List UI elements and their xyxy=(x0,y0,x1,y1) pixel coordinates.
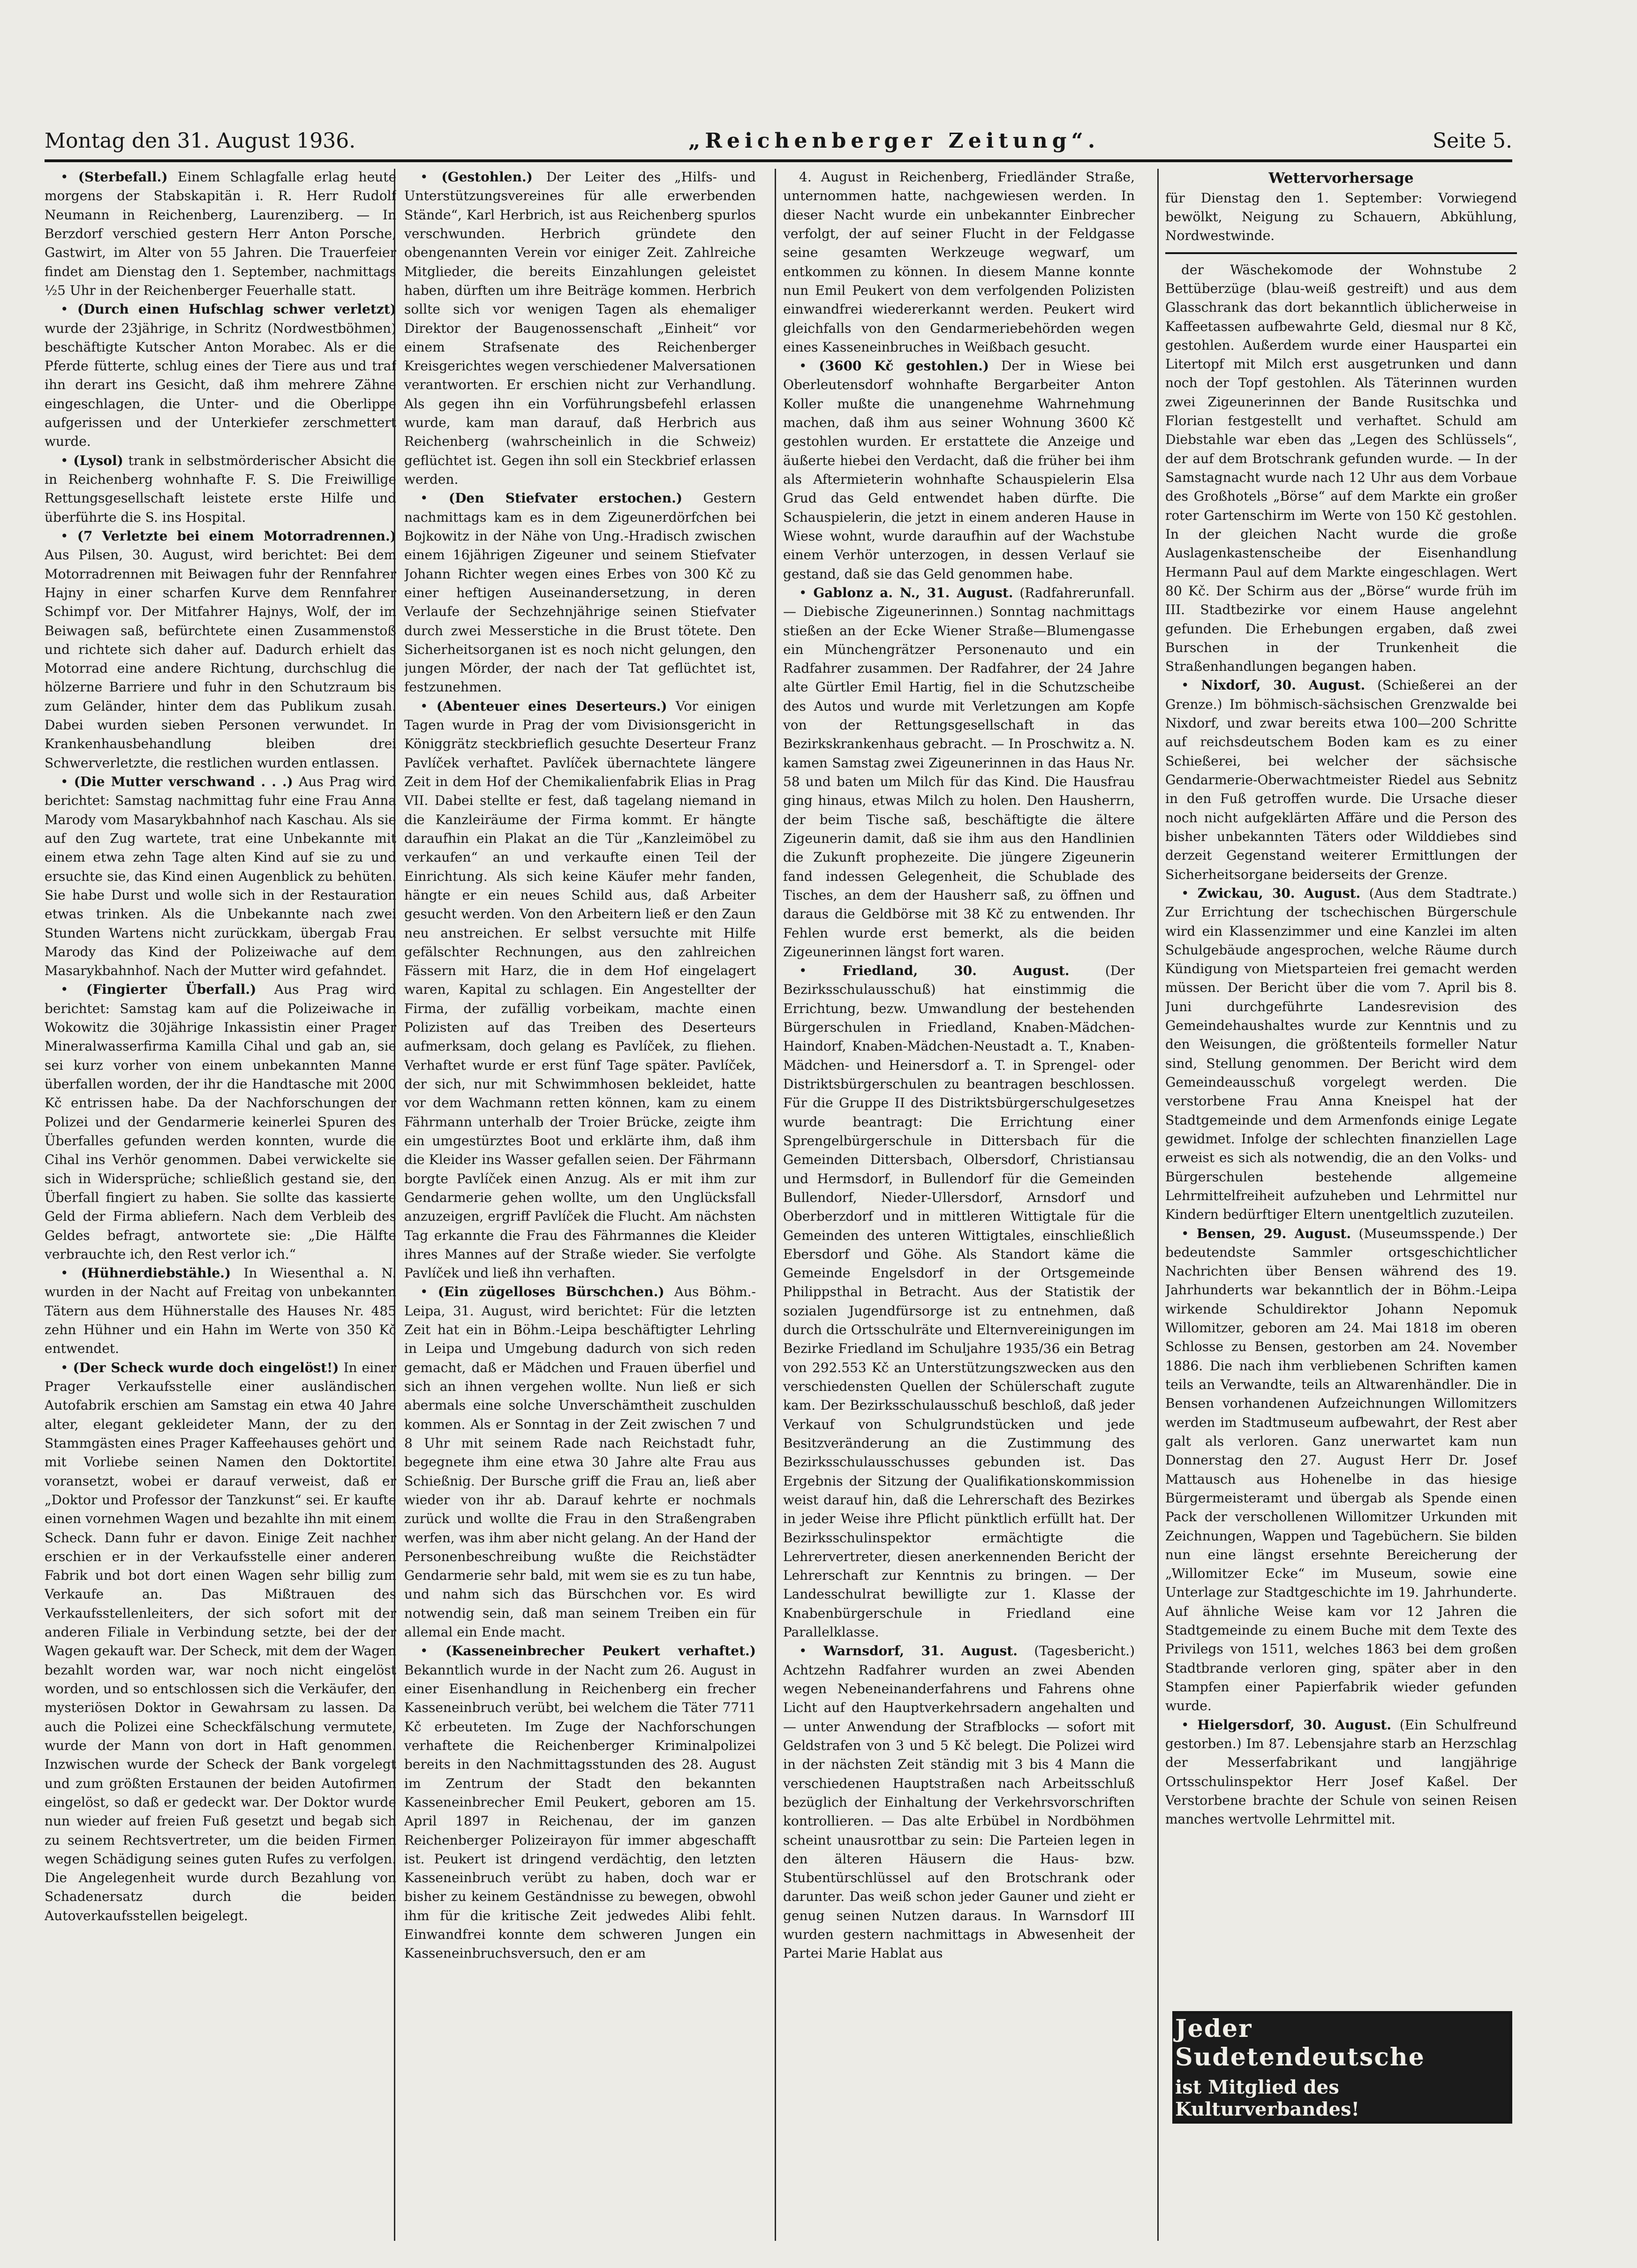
news-article: • (Ein zügelloses Bürschchen.) Aus Böhm.-Leipa, 31. August, wird berichtet: Für die letzten Zeit hat ein in Böhm.-Leipa beschäftigter Lehrling in Leipa und Umgebung dadurch von sich reden gemacht, daß er Mädchen und Frauen überfiel und sich an ihnen vergehen wollte. Nun ließ er sich abermals eine solche Unverschämtheit zuschulden kommen. Als er Sonntag in der Zeit zwischen 7 und 8 Uhr mit seinem Rade nach Reichstadt fuhr, begegnete ihm eine etwa 30 Jahre alte Frau aus Schießnig. Der Bursche griff die Frau an, ließ aber wieder von ihr ab. Darauf kehrte er nochmals zurück und wollte die Frau in den Straßengraben werfen, was ihm aber nicht gelang. An der Hand der Personenbeschreibung wußte die Reichstädter Gendarmerie sehr bald, mit wem sie es zu tun habe, und nahm sich das Bürschchen vor. Es wird notwendig sein, daß man seinem Treiben ein für allemal ein Ende macht. xyxy=(404,1284,756,1640)
article-body: Aus Prag wird berichtet: Samstag kam auf die Polizeiwache in Wokowitz die 30jährige Inkassistin einer Prager Mineralwasserfirma Kamilla Cihal und gab an, sie sei kurz vorher von einem unbekannten Manne überfallen worden, der ihr die Handtasche mit 2000 Kč entrissen habe. Da der Nachforschungen der Polizei und der Gendarmerie keinerlei Spuren des Überfalles gefunden werden konnten, wurde die Cihal ins Verhör genommen. Dabei verwickelte sie sich in Widersprüche; schließlich gestand sie, den Überfall fingiert zu haben. Sie sollte das kassierte Geld der Firma abliefern. Nach dem Verbleib des Geldes befragt, antwortete sie: „Die Hälfte verbrauchte ich, den Rest verlor ich.“ xyxy=(45,982,396,1262)
article-body: (Tagesbericht.) Achtzehn Radfahrer wurden an zwei Abenden wegen Nebeneinanderfahrens und Fahrens ohne Licht auf den Hauptverkehrsadern angehalten und — unter Anwendung der Strafblocks — sofort mit Geldstrafen von 3 und 5 Kč belegt. Die Polizei wird in der nächsten Zeit ständig mit 3 bis 4 Mann die verschiedenen Hauptstraßen nach Arbeitsschluß bezüglich der Einhaltung der Verkehrsvorschriften kontrollieren. — Das alte Erbübel in Nordböhmen scheint unausrottbar zu sein: Die Parteien legen in den älteren Häusern die Haus- bzw. Stubentürschlüssel auf den Brotschrank oder darunter. Das weiß schon jeder Gauner und zieht er genug seinen Nutzen daraus. In Warnsdorf III wurden gestern nachmittags in Abwesenheit der Partei Marie Hablat aus xyxy=(783,1643,1135,1961)
article-body: Aus Pilsen, 30. August, wird berichtet: Bei dem Motorradrennen mit Beiwagen fuhr der Rennfahrer Hajny in einer scharfen Kurve dem Rennfahrer Schimpf vor. Der Mitfahrer Hajnys, Wolf, der im Beiwagen saß, befürchtete einen Zusammenstoß und richtete sich daher auf. Dadurch erhielt das Motorrad eine andere Richtung, durchschlug die hölzerne Barriere und fuhr in den Schutzraum bis zum Geländer, hinter dem das Publikum zusah. Dabei wurden sieben Personen verwundet. In Krankenhausbehandlung bleiben drei Schwerverletzte, die restlichen wurden entlassen. xyxy=(45,547,396,771)
article-headline: Nixdorf, 30. August. xyxy=(1201,677,1365,693)
article-headline: Bensen, 29. August. xyxy=(1196,1225,1351,1241)
article-headline: (Den Stiefvater erstochen.) xyxy=(448,490,683,506)
article-headline: Zwickau, 30. August. xyxy=(1197,885,1361,901)
text-column-3 xyxy=(783,168,1135,2240)
article-body: (Aus dem Stadtrate.) Zur Errichtung der tschechischen Bürgerschule wird ein Klassenzimmer und eine Kanzlei im alten Schulgebäude angesprochen, welche Räume durch Kündigung von Mietsparteien frei gemacht werden müssen. Der Bericht über die vom 7. April bis 8. Juni durchgeführte Landesrevision des Gemeindehaushaltes wurde zur Kenntnis und zu den Weisungen, die größtenteils formeller Natur sind, Stellung genommen. Der Bericht wird dem Gemeindeausschuß vorgelegt werden. Die verstorbene Frau Anna Kneispel hat der Stadtgemeinde und dem Armenfonds einige Legate gewidmet. Infolge der schlechten finanziellen Lage erweist es sich als notwendig, die an den Volks- und Bürgerschulen bestehende allgemeine Lehrmittelfreiheit aufzuheben und Lehrmittel nur Kindern bedürftiger Eltern unentgeltlich zuzuteilen. xyxy=(1165,885,1517,1223)
news-article: • Warnsdorf, 31. August. (Tagesbericht.) Achtzehn Radfahrer wurden an zwei Abenden wegen Nebeneinanderfahrens und Fahrens ohne Licht auf den Hauptverkehrsadern angehalten und — unter Anwendung der Strafblocks — sofort mit Geldstrafen von 3 und 5 Kč belegt. Die Polizei wird in der nächsten Zeit ständig mit 3 bis 4 Mann die verschiedenen Hauptstraßen nach Arbeitsschluß bezüglich der Einhaltung der Verkehrsvorschriften kontrollieren. — Das alte Erbübel in Nordböhmen scheint unausrottbar zu sein: Die Parteien legen in den älteren Häusern die Haus- bzw. Stubentürschlüssel auf den Brotschrank oder darunter. Das weiß schon jeder Gauner und zieht er genug seinen Nutzen daraus. In Warnsdorf III wurden gestern nachmittags in Abwesenheit der Partei Marie Hablat aus xyxy=(783,1643,1135,1961)
advertisement-line-1: Jeder Sudetendeutsche xyxy=(1175,2014,1425,2072)
article-headline: (Der Scheck wurde doch eingelöst!) xyxy=(73,1359,339,1375)
article-body: der Wäschekomode der Wohnstube 2 Bettüberzüge (blau-weiß gestreift) und aus dem Glasschrank das dort bekanntlich üblicherweise in Kaffeetassen aufbewahrte Geld, diesmal nur 8 Kč, gestohlen. Außerdem wurde einer Hauspartei ein Litertopf mit Milch erst ausgetrunken und dann noch der Topf gestohlen. Als Täterinnen wurden zwei Zigeunerinnen der Bande Rusitschka und Florian festgestellt und verhaftet. Schuld am Diebstahle war eben das „Legen des Schlüssels“, der auf dem Brotschrank gefunden wurde. — In der Samstagnacht wurde nach 12 Uhr aus dem Vorbaue des Großhotels „Börse“ auf dem Markte ein großer roter Gartenschirm im Werte von 150 Kč gestohlen. In der gleichen Nacht wurde die große Auslagenkastenscheibe der Eisenhandlung Hermann Paul auf dem Markte eingeschlagen. Wert 80 Kč. Der Schirm aus der „Börse“ wurde früh im III. Stadtbezirke vor einem Hause angelehnt gefunden. Die Erhebungen ergaben, daß zwei Burschen in der Trunkenheit die Straßenhandlungen begangen haben. xyxy=(1165,262,1517,675)
article-body: Aus Böhm.-Leipa, 31. August, wird berichtet: Für die letzten Zeit hat ein in Böhm.-Leipa beschäftigter Lehrling in Leipa und Umgebung dadurch von sich reden gemacht, daß er Mädchen und Frauen überfiel und sich an ihnen vergehen wollte. Nun ließ er sich abermals eine solche Unverschämtheit zuschulden kommen. Als er Sonntag in der Zeit zwischen 7 und 8 Uhr mit seinem Rade nach Reichstadt fuhr, begegnete ihm eine etwa 30 Jahre alte Frau aus Schießnig. Der Bursche griff die Frau an, ließ aber wieder von ihr ab. Darauf kehrte er nochmals zurück und wollte die Frau in den Straßengraben werfen, was ihm aber nicht gelang. An der Hand der Personenbeschreibung wußte die Reichstädter Gendarmerie sehr bald, mit wem sie es zu tun habe, und nahm sich das Bürschchen vor. Es wird notwendig sein, daß man seinem Treiben ein für allemal ein Ende macht. xyxy=(404,1284,756,1640)
column-divider xyxy=(1157,169,1159,2241)
news-article-continued xyxy=(1165,261,1517,676)
article-body: trank in selbstmörderischer Absicht die in Reichenberg wohnhafte F. S. Die Freiwillige Rettungsgesellschaft leistete erste Hilfe und überführte die S. ins Hospital. xyxy=(45,452,396,525)
article-body: wurde der 23jährige, in Schritz (Nordwestböhmen) beschäftigte Kutscher Anton Morabec. Als er die Pferde fütterte, schlug eines der Tiere aus und traf ihn derart ins Gesicht, daß ihm mehrere Zähne eingeschlagen, die Unter- und die Oberlippe aufgerissen und der Unterkiefer zerschmettert wurde. xyxy=(45,320,396,450)
article-body: In Wiesenthal a. N. wurden in der Nacht auf Freitag von unbekannten Tätern aus dem Hühnerstalle des Hauses Nr. 485 zehn Hühner und ein Hahn im Werte von 350 Kč entwendet. xyxy=(45,1265,396,1357)
text-column-4 xyxy=(1165,168,1517,1984)
news-article: • (Fingierter Überfall.) Aus Prag wird berichtet: Samstag kam auf die Polizeiwache in Wokowitz die 30jährige Inkassistin einer Prager Mineralwasserfirma Kamilla Cihal und gab an, sie sei kurz vorher von einem unbekannten Manne überfallen worden, der ihr die Handtasche mit 2000 Kč entrissen habe. Da der Nachforschungen der Polizei und der Gendarmerie keinerlei Spuren des Überfalles gefunden werden konnten, wurde die Cihal ins Verhör genommen. Dabei verwickelte sie sich in Widersprüche; schließlich gestand sie, den Überfall fingiert zu haben. Sie sollte das kassierte Geld der Firma abliefern. Nach dem Verbleib des Geldes befragt, antwortete sie: „Die Hälfte verbrauchte ich, den Rest verlor ich.“ xyxy=(45,982,396,1262)
news-article: • (Abenteuer eines Deserteurs.) Vor einigen Tagen wurde in Prag der vom Divisionsgericht in Königgrätz steckbrieflich gesuchte Deserteur Franz Pavlíček verhaftet. Pavlíček übernachtete längere Zeit in dem Hof der Chemikalienfabrik Elias in Prag VII. Dabei stellte er fest, daß tagelang niemand in die Kanzleiräume der Firma kommt. Er hängte daraufhin ein Plakat an die Tür „Kanzleimöbel zu verkaufen“ an und verkaufte einen Teil der Einrichtung. Als sich keine Käufer mehr fanden, hängte er ein neues Schild aus, daß Arbeiter gesucht werden. Von den Arbeitern ließ er den Zaun neu anstreichen. Er selbst versuchte mit Hilfe gefälschter Rechnungen, aus den zahlreichen Fässern mit Harz, die in dem Hof eingelagert waren, Kapital zu schlagen. Ein Angestellter der Firma, der zufällig vorbeikam, machte einen Polizisten auf das Treiben des Deserteurs aufmerksam, doch gelang es Pavlíček, zu fliehen. Verhaftet wurde er erst fünf Tage später. Pavlíček, der sich, nur mit Schwimmhosen bekleidet, hatte vor dem Wachmann retten können, kam zu einem Fährmann unterhalb der Troier Brücke, zeigte ihm ein umgestürztes Boot und erklärte ihm, daß ihm die Kleider ins Wasser gefallen seien. Der Fährmann borgte Pavlíček einen Anzug. Als er mit ihm zur Gendarmerie gehen wollte, um den Unglücksfall anzuzeigen, ergriff Pavlíček die Flucht. Am nächsten Tag erkannte die Frau des Fährmannes die Kleider ihres Mannes auf der Straße wieder. Sie verfolgte Pavlíček und ließ ihn verhaften. xyxy=(404,698,756,1281)
page-header xyxy=(45,123,1512,153)
article-body: (Museumsspende.) Der bedeutendste Sammler ortsgeschichtlicher Nachrichten über Bensen während des 19. Jahrhunderts war bekanntlich der in Böhm.-Leipa wirkende Schuldirektor Johann Nepomuk Willomitzer, geboren am 24. Mai 1818 im oberen Schlosse zu Bensen, gestorben am 24. November 1886. Die nach ihm verbliebenen Schriften kamen teils an Verwandte, teils an Altwarenhändler. Die in Bensen vorhandenen Aufzeichnungen Willomitzers werden im Stadtmuseum aufbewahrt, der Rest aber galt als verloren. Ganz unerwartet kam nun Donnerstag den 27. August Herr Dr. Josef Mattausch aus Hohenelbe in das hiesige Bürgermeisteramt und übergab als Spende einen Pack der verschollenen Willomitzer Urkunden mit Zeichnungen, Wappen und Tagebüchern. Sie bilden nun eine längst ersehnte Bereicherung der „Willomitzer Ecke“ im Museum, sowie eine Unterlage zur Stadtgeschichte im 19. Jahrhunderte. Auf ähnliche Weise kam vor 12 Jahren die Stadtgemeinde zu einem Buche mit dem Texte des Privilegs von 1511, welches 1863 bei dem großen Stadtbrande verloren ging, später aber in den Stampfen einer Papierfabrik wieder gefunden wurde. xyxy=(1165,1225,1517,1714)
text-column-1 xyxy=(45,168,396,2245)
article-body: Gestern nachmittags kam es in dem Zigeunerdörfchen bei Bojkowitz in der Nähe von Ung.-Hradisch zwischen einem 16jährigen Zigeuner und seinem Stiefvater Johann Richter wegen eines Erbes von 300 Kč zu einer heftigen Auseinandersetzung, in deren Verlaufe der Sechzehnjährige seinen Stiefvater durch zwei Messerstiche in die Brust tötete. Den Sicherheitsorganen ist es noch nicht gelungen, den jungen Mörder, der nach der Tat geflüchtet ist, festzunehmen. xyxy=(404,490,756,695)
news-article: • Gablonz a. N., 31. August. (Radfahrerunfall. — Diebische Zigeunerinnen.) Sonntag nachmittags stießen an der Ecke Wiener Straße—Blumengasse ein Münchengrätzer Personenauto und ein Radfahrer zusammen. Der Radfahrer, der 24 Jahre alte Gürtler Emil Hartig, fiel in die Schutzscheibe des Autos und wurde mit Verletzungen am Kopfe von der Rettungsgesellschaft in das Bezirkskrankenhaus gebracht. — In Proschwitz a. N. kamen Samstag zwei Zigeunerinnen in das Haus Nr. 58 und baten um Milch für das Kind. Die Hausfrau ging hinaus, etwas Milch zu holen. Den Hausherrn, der beim Tische saß, beschäftigte die ältere Zigeunerin damit, daß sie ihm aus den Handlinien die Zukunft prophezeite. Die jüngere Zigeunerin fand indessen Gelegenheit, die Schublade des Tisches, an dem der Hausherr saß, zu öffnen und daraus die Geldbörse mit 38 Kč zu entwenden. Ihr Fehlen wurde erst bemerkt, als die beiden Zigeunerinnen längst fort waren. xyxy=(783,585,1135,960)
article-headline: (Fingierter Überfall.) xyxy=(86,982,256,998)
advertisement-line-2: ist Mitglied des Kulturverbandes! xyxy=(1175,2076,1360,2120)
news-article: • (Sterbefall.) Einem Schlagfalle erlag heute morgens der Stabskapitän i. R. Herr Rudolf Neumann in Reichenberg, Laurenziberg. — In Berzdorf verschied gestern Herr Anton Porsche, Gastwirt, im Alter von 55 Jahren. Die Trauerfeier findet am Dienstag den 1. September, nachmittags ½5 Uhr in der Reichenberger Feuerhalle statt. xyxy=(45,169,396,298)
news-article: • (Gestohlen.) Der Leiter des „Hilfs- und Unterstützungsvereines für alle erwerbenden Stände“, Karl Herbrich, ist aus Reichenberg spurlos verschwunden. Herbrich gründete den obengenannten Verein vor einiger Zeit. Zahlreiche Mitglieder, die bereits Einzahlungen geleistet haben, dürften um ihre Beiträge kommen. Herbrich sollte sich vor wenigen Tagen als ehemaliger Direktor der Baugenossenschaft „Einheit“ vor einem Strafsenate des Reichenberger Kreisgerichtes wegen verschiedener Malversationen verantworten. Er erschien nicht zur Verhandlung. Als gegen ihn ein Vorführungsbefehl erlassen wurde, kam man darauf, daß Herbrich aus Reichenberg (wahrscheinlich in die Schweiz) geflüchtet ist. Gegen ihn soll ein Steckbrief erlassen werden. xyxy=(404,169,756,487)
news-article: • (Durch einen Hufschlag schwer verletzt) wurde der 23jährige, in Schritz (Nordwestböhmen) beschäftigte Kutscher Anton Morabec. Als er die Pferde fütterte, schlug eines der Tiere aus und traf ihn derart ins Gesicht, daß ihm mehrere Zähne eingeschlagen, die Unter- und die Oberlippe aufgerissen und der Unterkiefer zerschmettert wurde. xyxy=(45,301,396,450)
news-article: • (7 Verletzte bei einem Motorradrennen.) Aus Pilsen, 30. August, wird berichtet: Bei dem Motorradrennen mit Beiwagen fuhr der Rennfahrer Hajny in einer scharfen Kurve dem Rennfahrer Schimpf vor. Der Mitfahrer Hajnys, Wolf, der im Beiwagen saß, befürchtete einen Zusammenstoß und richtete sich daher auf. Dadurch erhielt das Motorrad eine andere Richtung, durchschlug die hölzerne Barriere und fuhr in den Schutzraum bis zum Geländer, hinter dem das Publikum zusah. Dabei wurden sieben Personen verwundet. In Krankenhausbehandlung bleiben drei Schwerverletzte, die restlichen wurden entlassen. xyxy=(45,528,396,771)
news-article: • (3600 Kč gestohlen.) Der in Wiese bei Oberleutensdorf wohnhafte Bergarbeiter Anton Koller mußte die unangenehme Wahrnehmung machen, daß ihm aus seiner Wohnung 3600 Kč gestohlen wurden. Er erstattete die Anzeige und äußerte hiebei den Verdacht, daß die früher bei ihm als Aftermieterin wohnhafte Schauspielerin Elsa Grud das Geld entwendet haben dürfte. Die Schauspielerin, die jetzt in einem anderen Hause in Wiese wohnt, wurde daraufhin auf der Wachstube einem Verhör unterzogen, in dessen Verlauf sie gestand, daß sie das Geld genommen habe. xyxy=(783,358,1135,582)
news-article: • (Hühnerdiebstähle.) In Wiesenthal a. N. wurden in der Nacht auf Freitag von unbekannten Tätern aus dem Hühnerstalle des Hauses Nr. 485 zehn Hühner und ein Hahn im Werte von 350 Kč entwendet. xyxy=(45,1265,396,1357)
news-article: • (Den Stiefvater erstochen.) Gestern nachmittags kam es in dem Zigeunerdörfchen bei Bojkowitz in der Nähe von Ung.-Hradisch zwischen einem 16jährigen Zigeuner und seinem Stiefvater Johann Richter wegen eines Erbes von 300 Kč zu einer heftigen Auseinandersetzung, in deren Verlaufe der Sechzehnjährige seinen Stiefvater durch zwei Messerstiche in die Brust tötete. Den Sicherheitsorganen ist es noch nicht gelungen, den jungen Mörder, der nach der Tat geflüchtet ist, festzunehmen. xyxy=(404,490,756,695)
article-headline: (Gestohlen.) xyxy=(441,169,533,185)
article-body: (Schießerei an der Grenze.) Im böhmisch-sächsischen Grenzwalde bei Nixdorf, und zwar bereits etwa 100—200 Schritte auf reichsdeutschem Boden kam es zu einer Schießerei, bei welcher der sächsische Gendarmerie-Oberwachtmeister Riedel aus Sebnitz in den Fuß getroffen wurde. Die Ursache dieser noch nicht aufgeklärten Affäre und die Person des bisher unbekannten Täters oder Wilddiebes sind derzeit Gegenstand weiterer Ermittlungen der Sicherheitsorgane beiderseits der Grenze. xyxy=(1165,677,1517,882)
weather-title: Wettervorhersage xyxy=(1268,170,1414,187)
news-article: • Zwickau, 30. August. (Aus dem Stadtrate.) Zur Errichtung der tschechischen Bürgerschule wird ein Klassenzimmer und eine Kanzlei im alten Schulgebäude angesprochen, welche Räume durch Kündigung von Mietsparteien frei gemacht werden müssen. Der Bericht über die vom 7. April bis 8. Juni durchgeführte Landesrevision des Gemeindehaushaltes wurde zur Kenntnis und zu den Weisungen, die größtenteils formeller Natur sind, Stellung genommen. Der Bericht wird dem Gemeindeausschuß vorgelegt werden. Die verstorbene Frau Anna Kneispel hat der Stadtgemeinde und dem Armenfonds einige Legate gewidmet. Infolge der schlechten finanziellen Lage erweist es sich als notwendig, die an den Volks- und Bürgerschulen bestehende allgemeine Lehrmittelfreiheit aufzuheben und Lehrmittel nur Kindern bedürftiger Eltern unentgeltlich zuzuteilen. xyxy=(1165,885,1517,1223)
text-column-2 xyxy=(404,168,756,2240)
news-article: • (Der Scheck wurde doch eingelöst!) In einer Prager Verkaufsstelle einer ausländischen Autofabrik erschien am Samstag ein etwa 40 Jahre alter, elegant gekleideter Mann, der zu den Stammgästen eines Prager Kaffeehauses gehört und mit Vorliebe seinen Namen den Doktortitel voransetzt, wobei er darauf verweist, daß er „Doktor und Professor der Tanzkunst“ sei. Er kaufte einen vornehmen Wagen und bezahlte ihn mit einem Scheck. Dann fuhr er davon. Einige Zeit nachher erschien er in der Verkaufsstelle einer anderen Fabrik und bot dort einen Wagen sehr billig zum Verkaufe an. Das Mißtrauen des Verkaufsstellenleiters, der sich sofort mit der anderen Filiale in Verbindung setzte, bei der der Wagen gekauft war. Der Scheck, mit dem der Wagen bezahlt worden war, war noch nicht eingelöst worden, und so entschlossen sich die Verkäufer, den mysteriösen Doktor in Gewahrsam zu lassen. Da auch die Polizei eine Scheckfälschung vermutete, wurde der Mann von dort in Haft genommen. Inzwischen wurde der Scheck der Bank vorgelegt und zum größten Erstaunen der beiden Autofirmen eingelöst, so daß er gedeckt war. Der Doktor wurde nun wieder auf freien Fuß gesetzt und begab sich zu seinem Rechtsvertreter, um die beiden Firmen wegen Schädigung seines guten Rufes zu verfolgen. Die Angelegenheit wurde durch Bezahlung von Schadenersatz durch die beiden Autoverkaufsstellen beigelegt. xyxy=(45,1359,396,1923)
article-body: In einer Prager Verkaufsstelle einer ausländischen Autofabrik erschien am Samstag ein etwa 40 Jahre alter, elegant gekleideter Mann, der zu den Stammgästen eines Prager Kaffeehauses gehört und mit Vorliebe seinen Namen den Doktortitel voransetzt, wobei er darauf verweist, daß er „Doktor und Professor der Tanzkunst“ sei. Er kaufte einen vornehmen Wagen und bezahlte ihn mit einem Scheck. Dann fuhr er davon. Einige Zeit nachher erschien er in der Verkaufsstelle einer anderen Fabrik und bot dort einen Wagen sehr billig zum Verkaufe an. Das Mißtrauen des Verkaufsstellenleiters, der sich sofort mit der anderen Filiale in Verbindung setzte, bei der der Wagen gekauft war. Der Scheck, mit dem der Wagen bezahlt worden war, war noch nicht eingelöst worden, und so entschlossen sich die Verkäufer, den mysteriösen Doktor in Gewahrsam zu lassen. Da auch die Polizei eine Scheckfälschung vermutete, wurde der Mann von dort in Haft genommen. Inzwischen wurde der Scheck der Bank vorgelegt und zum größten Erstaunen der beiden Autofirmen eingelöst, so daß er gedeckt war. Der Doktor wurde nun wieder auf freien Fuß gesetzt und begab sich zu seinem Rechtsvertreter, um die beiden Firmen wegen Schädigung seines guten Rufes zu verfolgen. Die Angelegenheit wurde durch Bezahlung von Schadenersatz durch die beiden Autoverkaufsstellen beigelegt. xyxy=(45,1359,396,1923)
article-body: (Ein Schulfreund gestorben.) Im 87. Lebensjahre starb an Herzschlag der Messerfabrikant und langjährige Ortsschulinspektor Herr Josef Kaßel. Der Verstorbene brachte der Schule von seinen Reisen manches wertvolle Lehrmittel mit. xyxy=(1165,1717,1517,1827)
article-headline: (Abenteuer eines Deserteurs.) xyxy=(436,698,667,714)
article-body: Vor einigen Tagen wurde in Prag der vom Divisionsgericht in Königgrätz steckbrieflich gesuchte Deserteur Franz Pavlíček verhaftet. Pavlíček übernachtete längere Zeit in dem Hof der Chemikalienfabrik Elias in Prag VII. Dabei stellte er fest, daß tagelang niemand in die Kanzleiräume der Firma kommt. Er hängte daraufhin ein Plakat an die Tür „Kanzleimöbel zu verkaufen“ an und verkaufte einen Teil der Einrichtung. Als sich keine Käufer mehr fanden, hängte er ein neues Schild aus, daß Arbeiter gesucht werden. Von den Arbeitern ließ er den Zaun neu anstreichen. Er selbst versuchte mit Hilfe gefälschter Rechnungen, aus den zahlreichen Fässern mit Harz, die in dem Hof eingelagert waren, Kapital zu schlagen. Ein Angestellter der Firma, der zufällig vorbeikam, machte einen Polizisten auf das Treiben des Deserteurs aufmerksam, doch gelang es Pavlíček, zu fliehen. Verhaftet wurde er erst fünf Tage später. Pavlíček, der sich, nur mit Schwimmhosen bekleidet, hatte vor dem Wachmann retten können, kam zu einem Fährmann unterhalb der Troier Brücke, zeigte ihm ein umgestürztes Boot und erklärte ihm, daß ihm die Kleider ins Wasser gefallen seien. Der Fährmann borgte Pavlíček einen Anzug. Als er mit ihm zur Gendarmerie gehen wollte, um den Unglücksfall anzuzeigen, ergriff Pavlíček die Flucht. Am nächsten Tag erkannte die Frau des Fährmannes die Kleider ihres Mannes auf der Straße wieder. Sie verfolgte Pavlíček und ließ ihn verhaften. xyxy=(404,698,756,1281)
article-headline: (Lysol) xyxy=(73,452,123,468)
issue-date: Montag den 31. August 1936. xyxy=(45,129,356,153)
article-body: Einem Schlagfalle erlag heute morgens der Stabskapitän i. R. Herr Rudolf Neumann in Reichenberg, Laurenziberg. — In Berzdorf verschied gestern Herr Anton Porsche, Gastwirt, im Alter von 55 Jahren. Die Trauerfeier findet am Dienstag den 1. September, nachmittags ½5 Uhr in der Reichenberger Feuerhalle statt. xyxy=(45,169,396,298)
article-body: Der in Wiese bei Oberleutensdorf wohnhafte Bergarbeiter Anton Koller mußte die unangenehme Wahrnehmung machen, daß ihm aus seiner Wohnung 3600 Kč gestohlen wurden. Er erstattete die Anzeige und äußerte hiebei den Verdacht, daß die früher bei ihm als Aftermieterin wohnhafte Schauspielerin Elsa Grud das Geld entwendet haben dürfte. Die Schauspielerin, die jetzt in einem anderen Hause in Wiese wohnt, wurde daraufhin auf der Wachstube einem Verhör unterzogen, in dessen Verlauf sie gestand, daß sie das Geld genommen habe. xyxy=(783,358,1135,582)
article-headline: (Hühnerdiebstähle.) xyxy=(81,1265,231,1281)
article-headline: (Die Mutter verschwand . . .) xyxy=(74,774,293,789)
weather-text: für Dienstag den 1. September: Vorwiegend bewölkt, Neigung zu Schauern, Abkühlung, Nordwestwinde. xyxy=(1165,190,1517,244)
news-article: • Hielgersdorf, 30. August. (Ein Schulfreund gestorben.) Im 87. Lebensjahre starb an Herzschlag der Messerfabrikant und langjährige Ortsschulinspektor Herr Josef Kaßel. Der Verstorbene brachte der Schule von seinen Reisen manches wertvolle Lehrmittel mit. xyxy=(1165,1717,1517,1827)
news-article: • (Lysol) trank in selbstmörderischer Absicht die in Reichenberg wohnhafte F. S. Die Freiwillige Rettungsgesellschaft leistete erste Hilfe und überführte die S. ins Hospital. xyxy=(45,452,396,525)
news-article: • Friedland, 30. August. (Der Bezirksschulausschuß) hat einstimmig die Errichtung, bezw. Umwandlung der bestehenden Bürgerschulen in Friedland, Knaben-Mädchen-Haindorf, Knaben-Mädchen-Neustadt a. T., Knaben-Mädchen- und Heinersdorf a. T. in Sprengel- oder Distriktsbürgerschulen zu beantragen beschlossen. Für die Gruppe II des Distriktsbürgerschulgesetzes wurde beantragt: Die Errichtung einer Sprengelbürgerschule in Dittersbach für die Gemeinden Dittersbach, Olbersdorf, Christiansau und Hermsdorf, in Bullendorf für die Gemeinden Bullendorf, Nieder-Ullersdorf, Arnsdorf und Oberberzdorf und in mittleren Wittigtale für die Gemeinden des unteren Wittigtales, einschließlich Ebersdorf und Göhe. Als Standort käme die Gemeinde Engelsdorf in der Ortsgemeinde Philippsthal in Betracht. Aus der Statistik der sozialen Jugendfürsorge ist zu entnehmen, daß durch die Ortsschulräte und Elternvereinigungen im Bezirke Friedland im Schuljahre 1935/36 ein Betrag von 292.553 Kč an Unterstützungszwecken aus den verschiedensten Quellen der Schülerschaft zugute kam. Der Bezirksschulausschuß beschloß, daß jeder Verkauf von Schulgrundstücken und jede Besitzveränderung an die Zustimmung des Bezirksschulausschusses gebunden ist. Das Ergebnis der Sitzung der Qualifikationskommission weist darauf hin, daß die Lehrerschaft des Bezirkes in jeder Weise ihre Pflicht pünktlich erfüllt hat. Der Bezirksschulinspektor ermächtigte die Lehrervertreter, diesen anerkennenden Bericht der Lehrerschaft zur Kenntnis zu bringen. — Der Landesschulrat bewilligte zur 1. Klasse der Knabenbürgerschule in Friedland eine Parallelklasse. xyxy=(783,963,1135,1640)
article-headline: (Ein zügelloses Bürschchen.) xyxy=(438,1284,664,1300)
header-rule xyxy=(45,159,1512,162)
page-number: Seite 5. xyxy=(1433,129,1512,153)
newspaper-title: „Reichenberger Zeitung“. xyxy=(688,129,1100,153)
article-body: 4. August in Reichenberg, Friedländer Straße, unternommen hatte, nachgewiesen werden. In dieser Nacht wurde ein unbekannter Einbrecher verfolgt, der auf seiner Flucht in der Feldgasse seine gesamten Werkzeuge wegwarf, um entkommen zu können. In diesem Manne konnte nun Emil Peukert von dem verfolgenden Polizisten einwandfrei wiedererkannt werden. Peukert wird gleichfalls von den Gendarmeriebehörden wegen eines Kasseneinbruches in Weißbach gesucht. xyxy=(783,169,1135,355)
news-article-continued xyxy=(783,168,1135,357)
article-headline: Gablonz a. N., 31. August. xyxy=(813,585,1013,601)
article-body: Aus Prag wird berichtet: Samstag nachmittag fuhr eine Frau Anna Marody vom Masarykbahnhof nach Kaschau. Als sie auf den Zug wartete, trat eine Unbekannte mit einem etwa zehn Tage alten Kind auf sie zu und ersuchte sie, das Kind einen Augenblick zu behüten. Sie habe Durst und wolle sich in der Restauration etwas trinken. Als die Unbekannte nach zwei Stunden Wartens nicht zurückkam, übergab Frau Marody das Kind der Polizeiwache auf dem Masarykbahnhof. Nach der Mutter wird gefahndet. xyxy=(45,774,396,979)
article-body: (Radfahrerunfall. — Diebische Zigeunerinnen.) Sonntag nachmittags stießen an der Ecke Wiener Straße—Blumengasse ein Münchengrätzer Personenauto und ein Radfahrer zusammen. Der Radfahrer, der 24 Jahre alte Gürtler Emil Hartig, fiel in die Schutzscheibe des Autos und wurde mit Verletzungen am Kopfe von der Rettungsgesellschaft in das Bezirkskrankenhaus gebracht. — In Proschwitz a. N. kamen Samstag zwei Zigeunerinnen in das Haus Nr. 58 und baten um Milch für das Kind. Die Hausfrau ging hinaus, etwas Milch zu holen. Den Hausherrn, der beim Tische saß, beschäftigte die ältere Zigeunerin damit, daß sie ihm aus den Handlinien die Zukunft prophezeite. Die jüngere Zigeunerin fand indessen Gelegenheit, die Schublade des Tisches, an dem der Hausherr saß, zu öffnen und daraus die Geldbörse mit 38 Kč zu entwenden. Ihr Fehlen wurde erst bemerkt, als die beiden Zigeunerinnen längst fort waren. xyxy=(783,585,1135,960)
news-article: • (Kasseneinbrecher Peukert verhaftet.) Bekanntlich wurde in der Nacht zum 26. August in einer Eisenhandlung in Reichenberg ein frecher Kasseneinbruch verübt, bei welchem die Täter 7711 Kč erbeuteten. Im Zuge der Nachforschungen verhaftete die Reichenberger Kriminalpolizei bereits in den Nachmittagsstunden des 28. August im Zentrum der Stadt den bekannten Kasseneinbrecher Emil Peukert, geboren am 15. April 1897 in Reichenau, der im ganzen Reichenberger Polizeirayon für immer abgeschafft ist. Peukert ist dringend verdächtig, den letzten Kasseneinbruch verübt zu haben, doch war er bisher zu keinem Geständnisse zu bewegen, obwohl ihm für die kritische Zeit jedwedes Alibi fehlt. Einwandfrei konnte dem schweren Jungen ein Kasseneinbruchsversuch, den er am xyxy=(404,1643,756,1961)
article-headline: (Sterbefall.) xyxy=(78,169,168,185)
article-body: (Der Bezirksschulausschuß) hat einstimmig die Errichtung, bezw. Umwandlung der bestehenden Bürgerschulen in Friedland, Knaben-Mädchen-Haindorf, Knaben-Mädchen-Neustadt a. T., Knaben-Mädchen- und Heinersdorf a. T. in Sprengel- oder Distriktsbürgerschulen zu beantragen beschlossen. Für die Gruppe II des Distriktsbürgerschulgesetzes wurde beantragt: Die Errichtung einer Sprengelbürgerschule in Dittersbach für die Gemeinden Dittersbach, Olbersdorf, Christiansau und Hermsdorf, in Bullendorf für die Gemeinden Bullendorf, Nieder-Ullersdorf, Arnsdorf und Oberberzdorf und in mittleren Wittigtale für die Gemeinden des unteren Wittigtales, einschließlich Ebersdorf und Göhe. Als Standort käme die Gemeinde Engelsdorf in der Ortsgemeinde Philippsthal in Betracht. Aus der Statistik der sozialen Jugendfürsorge ist zu entnehmen, daß durch die Ortsschulräte und Elternvereinigungen im Bezirke Friedland im Schuljahre 1935/36 ein Betrag von 292.553 Kč an Unterstützungszwecken aus den verschiedensten Quellen der Schülerschaft zugute kam. Der Bezirksschulausschuß beschloß, daß jeder Verkauf von Schulgrundstücken und jede Besitzveränderung an die Zustimmung des Bezirksschulausschusses gebunden ist. Das Ergebnis der Sitzung der Qualifikationskommission weist darauf hin, daß die Lehrerschaft des Bezirkes in jeder Weise ihre Pflicht pünktlich erfüllt hat. Der Bezirksschulinspektor ermächtigte die Lehrervertreter, diesen anerkennenden Bericht der Lehrerschaft zur Kenntnis zu bringen. — Der Landesschulrat bewilligte zur 1. Klasse der Knabenbürgerschule in Friedland eine Parallelklasse. xyxy=(783,963,1135,1640)
article-body: Bekanntlich wurde in der Nacht zum 26. August in einer Eisenhandlung in Reichenberg ein frecher Kasseneinbruch verübt, bei welchem die Täter 7711 Kč erbeuteten. Im Zuge der Nachforschungen verhaftete die Reichenberger Kriminalpolizei bereits in den Nachmittagsstunden des 28. August im Zentrum der Stadt den bekannten Kasseneinbrecher Emil Peukert, geboren am 15. April 1897 in Reichenau, der im ganzen Reichenberger Polizeirayon für immer abgeschafft ist. Peukert ist dringend verdächtig, den letzten Kasseneinbruch verübt zu haben, doch war er bisher zu keinem Geständnisse zu bewegen, obwohl ihm für die kritische Zeit jedwedes Alibi fehlt. Einwandfrei konnte dem schweren Jungen ein Kasseneinbruchsversuch, den er am xyxy=(404,1662,756,1961)
weather-forecast xyxy=(1165,168,1517,254)
article-headline: Hielgersdorf, 30. August. xyxy=(1197,1717,1392,1733)
news-article: • Bensen, 29. August. (Museumsspende.) Der bedeutendste Sammler ortsgeschichtlicher Nachrichten über Bensen während des 19. Jahrhunderts war bekanntlich der in Böhm.-Leipa wirkende Schuldirektor Johann Nepomuk Willomitzer, geboren am 24. Mai 1818 im oberen Schlosse zu Bensen, gestorben am 24. November 1886. Die nach ihm verbliebenen Schriften kamen teils an Verwandte, teils an Altwarenhändler. Die in Bensen vorhandenen Aufzeichnungen Willomitzers werden im Stadtmuseum aufbewahrt, der Rest aber galt als verloren. Ganz unerwartet kam nun Donnerstag den 27. August Herr Dr. Josef Mattausch aus Hohenelbe in das hiesige Bürgermeisteramt und übergab als Spende einen Pack der verschollenen Willomitzer Urkunden mit Zeichnungen, Wappen und Tagebüchern. Sie bilden nun eine längst ersehnte Bereicherung der „Willomitzer Ecke“ im Museum, sowie eine Unterlage zur Stadtgeschichte im 19. Jahrhunderte. Auf ähnliche Weise kam vor 12 Jahren die Stadtgemeinde zu einem Buche mit dem Texte des Privilegs von 1511, welches 1863 bei dem großen Stadtbrande verloren ging, später aber in den Stampfen einer Papierfabrik wieder gefunden wurde. xyxy=(1165,1225,1517,1714)
advertisement-banner xyxy=(1172,2011,1512,2124)
article-headline: (Kasseneinbrecher Peukert verhaftet.) xyxy=(445,1643,756,1659)
article-body: Der Leiter des „Hilfs- und Unterstützungsvereines für alle erwerbenden Stände“, Karl Herbrich, ist aus Reichenberg spurlos verschwunden. Herbrich gründete den obengenannten Verein vor einiger Zeit. Zahlreiche Mitglieder, die bereits Einzahlungen geleistet haben, dürften um ihre Beiträge kommen. Herbrich sollte sich vor wenigen Tagen als ehemaliger Direktor der Baugenossenschaft „Einheit“ vor einem Strafsenate des Reichenberger Kreisgerichtes wegen verschiedener Malversationen verantworten. Er erschien nicht zur Verhandlung. Als gegen ihn ein Vorführungsbefehl erlassen wurde, kam man darauf, daß Herbrich aus Reichenberg (wahrscheinlich in die Schweiz) geflüchtet ist. Gegen ihn soll ein Steckbrief erlassen werden. xyxy=(404,169,756,487)
article-headline: (7 Verletzte bei einem Motorradrennen.) xyxy=(77,528,396,544)
article-headline: Friedland, 30. August. xyxy=(842,963,1070,979)
news-article: • Nixdorf, 30. August. (Schießerei an der Grenze.) Im böhmisch-sächsischen Grenzwalde bei Nixdorf, und zwar bereits etwa 100—200 Schritte auf reichsdeutschem Boden kam es zu einer Schießerei, bei welcher der sächsische Gendarmerie-Oberwachtmeister Riedel aus Sebnitz in den Fuß getroffen wurde. Die Ursache dieser noch nicht aufgeklärten Affäre und die Person des bisher unbekannten Täters oder Wilddiebes sind derzeit Gegenstand weiterer Ermittlungen der Sicherheitsorgane beiderseits der Grenze. xyxy=(1165,677,1517,882)
article-headline: Warnsdorf, 31. August. xyxy=(823,1643,1018,1659)
news-article: • (Die Mutter verschwand . . .) Aus Prag wird berichtet: Samstag nachmittag fuhr eine Frau Anna Marody vom Masarykbahnhof nach Kaschau. Als sie auf den Zug wartete, trat eine Unbekannte mit einem etwa zehn Tage alten Kind auf sie zu und ersuchte sie, das Kind einen Augenblick zu behüten. Sie habe Durst und wolle sich in der Restauration etwas trinken. Als die Unbekannte nach zwei Stunden Wartens nicht zurückkam, übergab Frau Marody das Kind der Polizeiwache auf dem Masarykbahnhof. Nach der Mutter wird gefahndet. xyxy=(45,774,396,979)
article-headline: (3600 Kč gestohlen.) xyxy=(819,358,989,374)
column-divider xyxy=(775,169,776,2241)
article-headline: (Durch einen Hufschlag schwer verletzt) xyxy=(77,301,396,317)
